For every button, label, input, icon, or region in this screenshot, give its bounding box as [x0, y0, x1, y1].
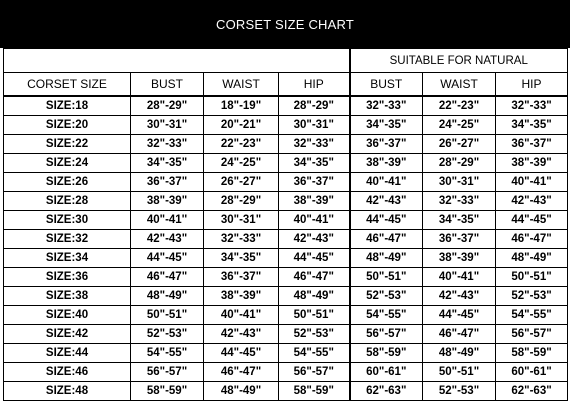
- column-header: WAIST: [204, 73, 279, 97]
- measurement-cell: 28"-29": [204, 192, 279, 211]
- measurement-cell: 44"-45": [496, 211, 568, 230]
- table-row: [4, 192, 568, 211]
- measurement-cell: 46"-47": [496, 230, 568, 249]
- table-row: [4, 325, 568, 344]
- measurement-cell: 46"-47": [279, 268, 350, 287]
- measurement-cell: 44"-45": [131, 249, 204, 268]
- column-header: HIP: [496, 73, 568, 97]
- measurement-cell: 40"-41": [496, 173, 568, 192]
- table-row: [4, 382, 568, 401]
- size-cell: SIZE:20: [4, 116, 131, 135]
- measurement-cell: 24"-25": [423, 116, 496, 135]
- measurement-cell: 30"-31": [131, 116, 204, 135]
- size-chart-table: [3, 48, 568, 401]
- measurement-cell: 50"-51": [423, 363, 496, 382]
- measurement-cell: 38"-39": [350, 154, 423, 173]
- table-row: [4, 344, 568, 363]
- measurement-cell: 50"-51": [279, 306, 350, 325]
- measurement-cell: 48"-49": [496, 249, 568, 268]
- measurement-cell: 52"-53": [279, 325, 350, 344]
- size-cell: SIZE:24: [4, 154, 131, 173]
- table-body: [4, 96, 568, 401]
- measurement-cell: 32"-33": [423, 192, 496, 211]
- measurement-cell: 40"-41": [350, 173, 423, 192]
- size-cell: SIZE:22: [4, 135, 131, 154]
- measurement-cell: 44"-45": [350, 211, 423, 230]
- measurement-cell: 34"-35": [496, 116, 568, 135]
- measurement-cell: 36"-37": [131, 173, 204, 192]
- measurement-cell: 38"-39": [279, 192, 350, 211]
- natural-group-header: SUITABLE FOR NATURAL: [350, 49, 568, 73]
- measurement-cell: 48"-49": [279, 287, 350, 306]
- measurement-cell: 32"-33": [204, 230, 279, 249]
- measurement-cell: 56"-57": [350, 325, 423, 344]
- measurement-cell: 36"-37": [423, 230, 496, 249]
- measurement-cell: 22"-23": [423, 96, 496, 116]
- measurement-cell: 58"-59": [350, 344, 423, 363]
- measurement-cell: 44"-45": [204, 344, 279, 363]
- measurement-cell: 60"-61": [350, 363, 423, 382]
- group-header-row: [4, 49, 568, 73]
- size-cell: SIZE:40: [4, 306, 131, 325]
- size-cell: SIZE:42: [4, 325, 131, 344]
- measurement-cell: 40"-41": [423, 268, 496, 287]
- size-cell: SIZE:28: [4, 192, 131, 211]
- table-row: [4, 287, 568, 306]
- measurement-cell: 24"-25": [204, 154, 279, 173]
- measurement-cell: 28"-29": [423, 154, 496, 173]
- size-cell: SIZE:44: [4, 344, 131, 363]
- measurement-cell: 58"-59": [131, 382, 204, 401]
- measurement-cell: 58"-59": [496, 344, 568, 363]
- measurement-cell: 34"-35": [279, 154, 350, 173]
- measurement-cell: 32"-33": [279, 135, 350, 154]
- measurement-cell: 46"-47": [350, 230, 423, 249]
- table-row: [4, 211, 568, 230]
- measurement-cell: 56"-57": [279, 363, 350, 382]
- measurement-cell: 32"-33": [131, 135, 204, 154]
- size-cell: SIZE:34: [4, 249, 131, 268]
- measurement-cell: 28"-29": [131, 96, 204, 116]
- measurement-cell: 44"-45": [279, 249, 350, 268]
- measurement-cell: 40"-41'': [279, 211, 350, 230]
- measurement-cell: 38"-39": [204, 287, 279, 306]
- measurement-cell: 42"-43": [423, 287, 496, 306]
- measurement-cell: 36"-37": [279, 173, 350, 192]
- measurement-cell: 28"-29": [279, 96, 350, 116]
- column-header: WAIST: [423, 73, 496, 97]
- measurement-cell: 54"-55": [350, 306, 423, 325]
- measurement-cell: 54"-55": [131, 344, 204, 363]
- size-cell: SIZE:18: [4, 96, 131, 116]
- measurement-cell: 40"-41'': [131, 211, 204, 230]
- measurement-cell: 22"-23": [204, 135, 279, 154]
- size-cell: SIZE:46: [4, 363, 131, 382]
- table-row: [4, 249, 568, 268]
- chart-title: [0, 0, 570, 48]
- column-header-corset-size: CORSET SIZE: [4, 73, 131, 97]
- measurement-cell: 50"-51": [496, 268, 568, 287]
- measurement-cell: 30"-31": [204, 211, 279, 230]
- measurement-cell: 46"-47": [131, 268, 204, 287]
- table-row: [4, 230, 568, 249]
- measurement-cell: 34"-35": [131, 154, 204, 173]
- measurement-cell: 46"-47": [423, 325, 496, 344]
- size-cell: SIZE:48: [4, 382, 131, 401]
- measurement-cell: 46"-47": [204, 363, 279, 382]
- measurement-cell: 32"-33": [496, 96, 568, 116]
- size-cell: SIZE:36: [4, 268, 131, 287]
- measurement-cell: 48"-49": [204, 382, 279, 401]
- column-header: BUST: [131, 73, 204, 97]
- measurement-cell: 52"-53": [350, 287, 423, 306]
- size-cell: SIZE:38: [4, 287, 131, 306]
- measurement-cell: 42"-43": [350, 192, 423, 211]
- measurement-cell: 38"-39": [131, 192, 204, 211]
- measurement-cell: 34"-35": [423, 211, 496, 230]
- measurement-cell: 20"-21": [204, 116, 279, 135]
- chart-title-text: CORSET SIZE CHART: [216, 16, 354, 32]
- measurement-cell: 36"-37": [204, 268, 279, 287]
- measurement-cell: 60"-61": [496, 363, 568, 382]
- measurement-cell: 38"-39": [496, 154, 568, 173]
- group-header-blank: [4, 49, 350, 73]
- table-row: [4, 116, 568, 135]
- measurement-cell: 58"-59": [279, 382, 350, 401]
- measurement-cell: 52"-53": [423, 382, 496, 401]
- measurement-cell: 26"-27": [423, 135, 496, 154]
- measurement-cell: 48"-49": [131, 287, 204, 306]
- size-cell: SIZE:32: [4, 230, 131, 249]
- measurement-cell: 44"-45": [423, 306, 496, 325]
- column-header: HIP: [279, 73, 350, 97]
- size-cell: SIZE:30: [4, 211, 131, 230]
- measurement-cell: 32"-33": [350, 96, 423, 116]
- measurement-cell: 38"-39": [423, 249, 496, 268]
- column-header-row: [4, 73, 568, 97]
- measurement-cell: 42"-43": [131, 230, 204, 249]
- measurement-cell: 56"-57": [131, 363, 204, 382]
- table-row: [4, 135, 568, 154]
- measurement-cell: 42"-43": [279, 230, 350, 249]
- measurement-cell: 56"-57": [496, 325, 568, 344]
- measurement-cell: 52"-53": [131, 325, 204, 344]
- measurement-cell: 18"-19": [204, 96, 279, 116]
- measurement-cell: 54"-55": [279, 344, 350, 363]
- measurement-cell: 42"-43": [496, 192, 568, 211]
- measurement-cell: 62"-63": [350, 382, 423, 401]
- measurement-cell: 36"-37": [350, 135, 423, 154]
- table-row: [4, 154, 568, 173]
- column-header: BUST: [350, 73, 423, 97]
- measurement-cell: 36"-37": [496, 135, 568, 154]
- measurement-cell: 40"-41": [204, 306, 279, 325]
- table-row: [4, 96, 568, 116]
- measurement-cell: 34"-35": [350, 116, 423, 135]
- table-row: [4, 306, 568, 325]
- table-row: [4, 268, 568, 287]
- measurement-cell: 30"-31": [423, 173, 496, 192]
- measurement-cell: 42"-43": [204, 325, 279, 344]
- measurement-cell: 50"-51": [131, 306, 204, 325]
- measurement-cell: 48"-49": [423, 344, 496, 363]
- measurement-cell: 54"-55": [496, 306, 568, 325]
- table-row: [4, 363, 568, 382]
- measurement-cell: 34"-35": [204, 249, 279, 268]
- measurement-cell: 30"-31": [279, 116, 350, 135]
- measurement-cell: 48"-49": [350, 249, 423, 268]
- measurement-cell: 62"-63": [496, 382, 568, 401]
- measurement-cell: 26"-27": [204, 173, 279, 192]
- table-row: [4, 173, 568, 192]
- measurement-cell: 50"-51": [350, 268, 423, 287]
- size-cell: SIZE:26: [4, 173, 131, 192]
- measurement-cell: 52"-53": [496, 287, 568, 306]
